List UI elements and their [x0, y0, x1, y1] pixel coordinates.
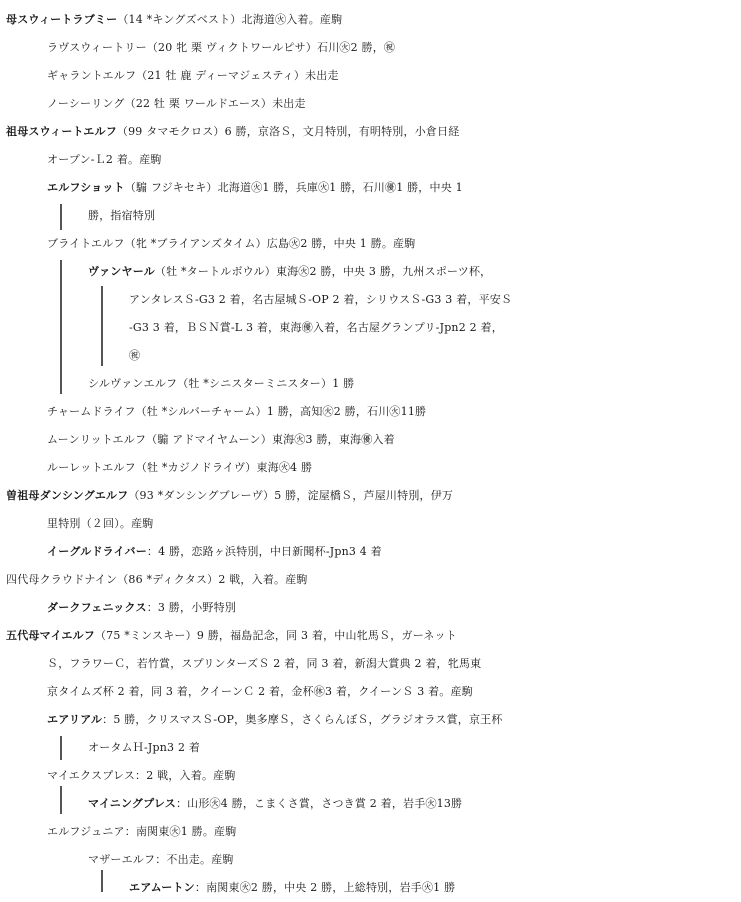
- pedigree-text: （75 *ミンスキー）9 勝，福島記念，同 3 着，中山牝馬Ｓ，ガーネット: [94, 629, 457, 642]
- pedigree-line: [47, 172, 741, 200]
- pedigree-line: [6, 4, 741, 32]
- pedigree-line: [47, 592, 741, 620]
- pedigree-text: 京タイムズ杯 2 着，同 3 着，クイーンＣ 2 着，金杯㊡3 着，クイーンＳ 3 着。産駒: [47, 685, 473, 698]
- pedigree-text: ノーシーリング（22 牡 栗 ワールドエース）未出走: [47, 97, 306, 110]
- pedigree-text: オータムＨ-Jpn3 2 着: [88, 741, 201, 754]
- connector-line: [60, 260, 62, 394]
- pedigree-text: マザーエルフ：不出走。産駒: [88, 853, 234, 866]
- connector-line: [60, 786, 62, 814]
- pedigree-line: [47, 228, 741, 256]
- horse-name: エアリアル: [47, 713, 103, 726]
- pedigree-text: （14 *キングズベスト）北海道㊋入着。産駒: [117, 13, 343, 26]
- pedigree-line: [6, 480, 741, 508]
- pedigree-text: 勝，指宿特別: [88, 209, 156, 222]
- pedigree-line: [47, 60, 741, 88]
- pedigree-text: ㊗: [129, 349, 141, 362]
- pedigree-line: [47, 144, 741, 172]
- pedigree-text: -G3 3 着，ＢＳＮ賞-L 3 着，東海㊝入着，名古屋グランプリ-Jpn2 2 着，: [129, 321, 503, 334]
- connector-line: [60, 204, 62, 230]
- pedigree-text: オープン-Ｌ2 着。産駒: [47, 153, 162, 166]
- pedigree-line: [88, 200, 741, 228]
- pedigree-text: 里特別（２回）。産駒: [47, 517, 154, 530]
- pedigree-text: ：山形㊋4 勝，こまくさ賞，さつき賞 2 着，岩手㊋13勝: [175, 797, 463, 810]
- pedigree-line: [129, 312, 741, 340]
- pedigree-text: アンタレスＳ-G3 2 着，名古屋城Ｓ-OP 2 着，シリウスＳ-G3 3 着，平安Ｓ: [129, 293, 513, 306]
- pedigree-text: シルヴァンエルフ（牡 *シニスターミニスター）1 勝: [88, 377, 355, 390]
- pedigree-line: [47, 508, 741, 536]
- pedigree-line: [47, 424, 741, 452]
- pedigree-text: ：5 勝，クリスマスＳ-OP，奥多摩Ｓ，さくらんぼＳ，グラジオラス賞，京王杯: [102, 713, 503, 726]
- pedigree-line: [129, 284, 741, 312]
- pedigree-line: [47, 704, 741, 732]
- pedigree-line: [129, 872, 741, 900]
- pedigree-line: [88, 256, 741, 284]
- pedigree-text: （99 タマモクロス）6 勝，京洛Ｓ，文月特別，有明特別，小倉日経: [116, 125, 460, 138]
- horse-name: ヴァンヤール: [88, 265, 155, 278]
- pedigree-text: （騸 フジキセキ）北海道㊋1 勝，兵庫㊋1 勝，石川㊝1 勝，中央 1: [124, 181, 463, 194]
- pedigree-line: [47, 32, 741, 60]
- pedigree-line: [47, 536, 741, 564]
- connector-line: [101, 870, 103, 892]
- horse-name: 祖母スウィートエルフ: [6, 125, 117, 138]
- pedigree-line: [47, 816, 741, 844]
- pedigree-line: [6, 116, 741, 144]
- pedigree-text: （牡 *タートルボウル）東海㊋2 勝，中央 3 勝，九州スポーツ杯，: [154, 265, 492, 278]
- pedigree-text: （93 *ダンシングブレーヴ）5 勝，淀屋橋Ｓ，芦屋川特別，伊万: [128, 489, 454, 502]
- pedigree-line: [47, 648, 741, 676]
- pedigree-text: ギャラントエルフ（21 牡 鹿 ディーマジェスティ）未出走: [47, 69, 339, 82]
- pedigree-text: ムーンリットエルフ（騸 アドマイヤムーン）東海㊋3 勝，東海㊝入着: [47, 433, 395, 446]
- pedigree-line: [88, 732, 741, 760]
- horse-name: ダークフェニックス: [47, 601, 147, 614]
- pedigree-text: チャームドライフ（牡 *シルバーチャーム）1 勝，高知㊋2 勝，石川㊋11勝: [47, 405, 427, 418]
- pedigree-text: マイエクスプレス：2 戦，入着。産駒: [47, 769, 236, 782]
- horse-name: 母スウィートラブミー: [6, 13, 118, 26]
- pedigree-line: [88, 844, 741, 872]
- pedigree-line: [88, 788, 741, 816]
- pedigree-line: [47, 760, 741, 788]
- pedigree-text: エルフジュニア：南関東㊋1 勝。産駒: [47, 825, 237, 838]
- pedigree-line: [47, 88, 741, 116]
- horse-name: 曽祖母ダンシングエルフ: [6, 489, 129, 502]
- horse-name: 五代母マイエルフ: [6, 629, 95, 642]
- horse-name: マイニングプレス: [88, 797, 176, 810]
- pedigree-text: ブライトエルフ（牝 *ブライアンズタイム）広島㊋2 勝，中央 1 勝。産駒: [47, 237, 416, 250]
- connector-line: [60, 736, 62, 760]
- pedigree-line: [47, 676, 741, 704]
- pedigree-line: [47, 396, 741, 424]
- horse-name: エルフショット: [47, 181, 125, 194]
- horse-name: イーグルドライバー: [47, 545, 147, 558]
- pedigree-line: [47, 452, 741, 480]
- connector-line: [101, 286, 103, 366]
- pedigree-text: ：3 勝，小野特別: [146, 601, 236, 614]
- pedigree-text: ：南関東㊋2 勝，中央 2 勝，上総特別，岩手㊋1 勝: [194, 881, 456, 894]
- pedigree-text: Ｓ，フラワーＣ，若竹賞，スプリンターズＳ 2 着，同 3 着，新潟大賞典 2 着，牝馬東: [47, 657, 482, 670]
- horse-name: エアムートン: [129, 881, 195, 894]
- pedigree-line: [6, 564, 741, 592]
- pedigree-line: [88, 368, 741, 396]
- pedigree-text: ラヴスウィートリー（20 牝 栗 ヴィクトワールピサ）石川㊋2 勝，㊗: [47, 41, 396, 54]
- pedigree-text: ルーレットエルフ（牡 *カジノドライヴ）東海㊋4 勝: [47, 461, 313, 474]
- pedigree-text: 四代母クラウドナイン（86 *ディクタス）2 戦，入着。産駒: [6, 573, 308, 586]
- pedigree-line: [129, 340, 741, 368]
- pedigree-line: [6, 620, 741, 648]
- pedigree-text: ：4 勝，恋路ヶ浜特別，中日新聞杯-Jpn3 4 着: [146, 545, 382, 558]
